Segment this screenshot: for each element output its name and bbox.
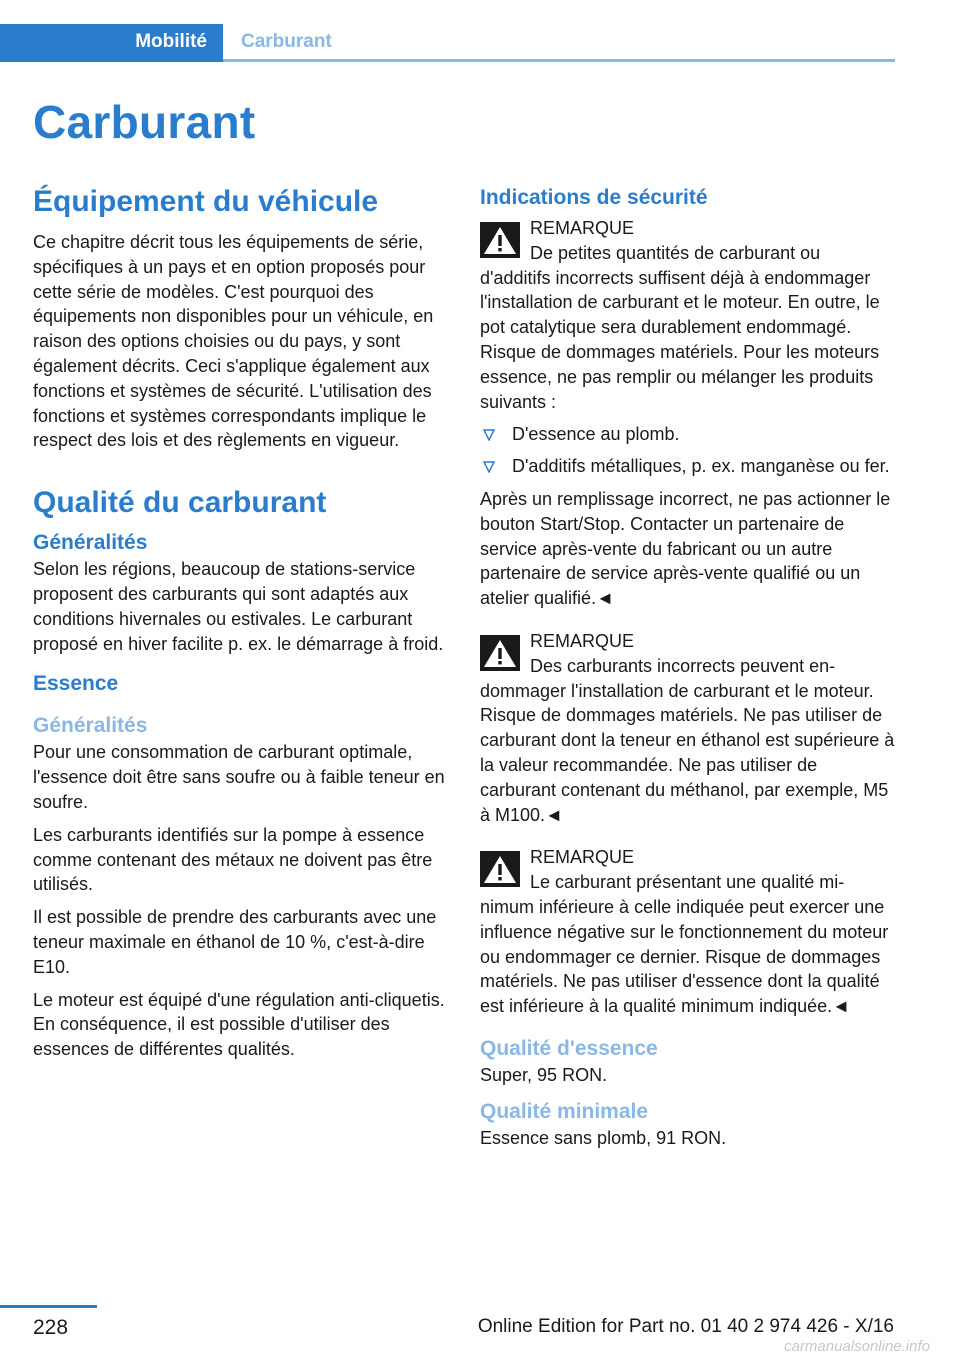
warning-title: REMARQUE	[530, 847, 635, 868]
section-tab-label: Mobilité	[135, 31, 207, 52]
paragraph-essence-4: Le moteur est équipé d'une régulation anti-cliquetis. En conséquence, il est possible d'utiliser des essences de différentes qualités.	[33, 989, 445, 1060]
warning-lead: Des carburants incorrects peuvent en-	[530, 655, 836, 676]
warning-lead: Le carburant présentant une qualité mi-	[530, 872, 845, 893]
left-column	[33, 182, 449, 1070]
heading-equipement: Équipement du véhicule	[33, 185, 379, 218]
chapter-tab-label[interactable]: Carburant	[241, 31, 332, 52]
list-item-text: D'additifs métalliques, p. ex. manganèse ou fer.	[512, 456, 890, 477]
edition-note: Online Edition for Part no. 01 40 2 974 426 - X/16	[477, 1316, 894, 1337]
footer-divider	[0, 1305, 97, 1308]
list-item-text: D'essence au plomb.	[512, 424, 680, 445]
warning-triangle-icon	[480, 635, 520, 671]
triangle-bullet-icon	[483, 461, 495, 473]
paragraph-qualite-minimale: Essence sans plomb, 91 RON.	[480, 1127, 727, 1148]
heading-securite: Indications de sécurité	[480, 186, 708, 209]
page-number: 228	[33, 1316, 69, 1339]
page-title: Carburant	[33, 96, 256, 148]
watermark: carmanualsonline.info	[784, 1338, 930, 1355]
warning-body: dommager l'installation de carburant et le moteur. Risque de dommages matériels. Ne pas utiliser de carburant dont la teneur en éthanol est supérieure à la valeur recommandée. Ne pas utiliser de carburant contenant du méthanol, par exemple, M5 à M100.◄	[480, 680, 895, 825]
warning-list	[480, 422, 895, 479]
heading-essence: Essence	[33, 672, 119, 696]
list-item	[480, 422, 895, 447]
warning-title: REMARQUE	[530, 630, 635, 651]
triangle-bullet-icon	[483, 429, 495, 441]
warning-block-1	[480, 216, 895, 414]
warning-lead: De petites quantités de carburant ou	[530, 242, 821, 263]
warning-block-2	[480, 629, 895, 827]
heading-generalites: Généralités	[33, 531, 148, 555]
right-column	[480, 182, 895, 1159]
heading-qualite-carburant: Qualité du carburant	[33, 486, 327, 520]
warning-body: nimum inférieure à celle indiquée peut exercer une influence négative sur le fonctionnement du moteur ou endommager ce dernier. Risque de dommages matériels. Ne pas utiliser d'essence dont la qualité est inférieure à la qualité minimum indiquée.◄	[480, 896, 889, 1017]
page-header	[0, 24, 895, 62]
list-item	[480, 454, 895, 479]
paragraph-after-warning-1: Après un remplissage incorrect, ne pas actionner le bouton Start/Stop. Contacter un partenaire de service après-vente du fabricant ou un autre partenaire de service après-vente qualifié ou un atelier qualifié.◄	[480, 488, 891, 609]
warning-triangle-icon	[480, 222, 520, 258]
header-divider	[223, 59, 895, 62]
warning-title: REMARQUE	[530, 218, 635, 238]
warning-body: d'additifs incorrects suffisent déjà à endommager l'installation de carburant et le moteur. En outre, le pot catalytique sera durablement endommagé. Risque de dommages matériels. Pour les moteurs essence, ne pas remplir ou mélanger les produits suivants :	[480, 267, 880, 412]
heading-generalites-essence: Généralités	[33, 714, 148, 738]
paragraph-essence-2: Les carburants identifiés sur la pompe à essence comme contenant des métaux ne doivent pas être utilisés.	[33, 824, 433, 895]
paragraph-equipement: Ce chapitre décrit tous les équipements de série, spécifiques à un pays et en option proposés pour cette série de modèles. C'est pourquoi des équipements non disponibles pour un véhicule, en raison des options choisies ou du pays, y sont également décrits. Ceci s'applique également aux fonctions et systèmes de sécurité. L'utilisation des fonctions et systèmes correspondants implique le respect des lois et des règlements en vigueur.	[33, 232, 434, 451]
paragraph-qualite-essence: Super, 95 RON.	[480, 1064, 608, 1085]
paragraph-essence-1: Pour une consommation de carburant optimale, l'essence doit être sans soufre ou à faible teneur en soufre.	[33, 742, 445, 812]
paragraph-generalites: Selon les régions, beaucoup de stations-service proposent des carburants qui sont adaptés aux conditions hivernales ou estivales. Le carburant proposé en hiver facilite p. ex. le démarrage à froid.	[33, 559, 444, 654]
warning-block-3	[480, 845, 895, 1019]
warning-triangle-icon	[480, 851, 520, 887]
paragraph-essence-3: Il est possible de prendre des carburants avec une teneur maximale en éthanol de 10 %, c'est-à-dire E10.	[33, 907, 437, 977]
section-tab[interactable]	[0, 24, 223, 62]
heading-qualite-minimale: Qualité minimale	[480, 1099, 649, 1123]
heading-qualite-essence: Qualité d'essence	[480, 1036, 658, 1060]
